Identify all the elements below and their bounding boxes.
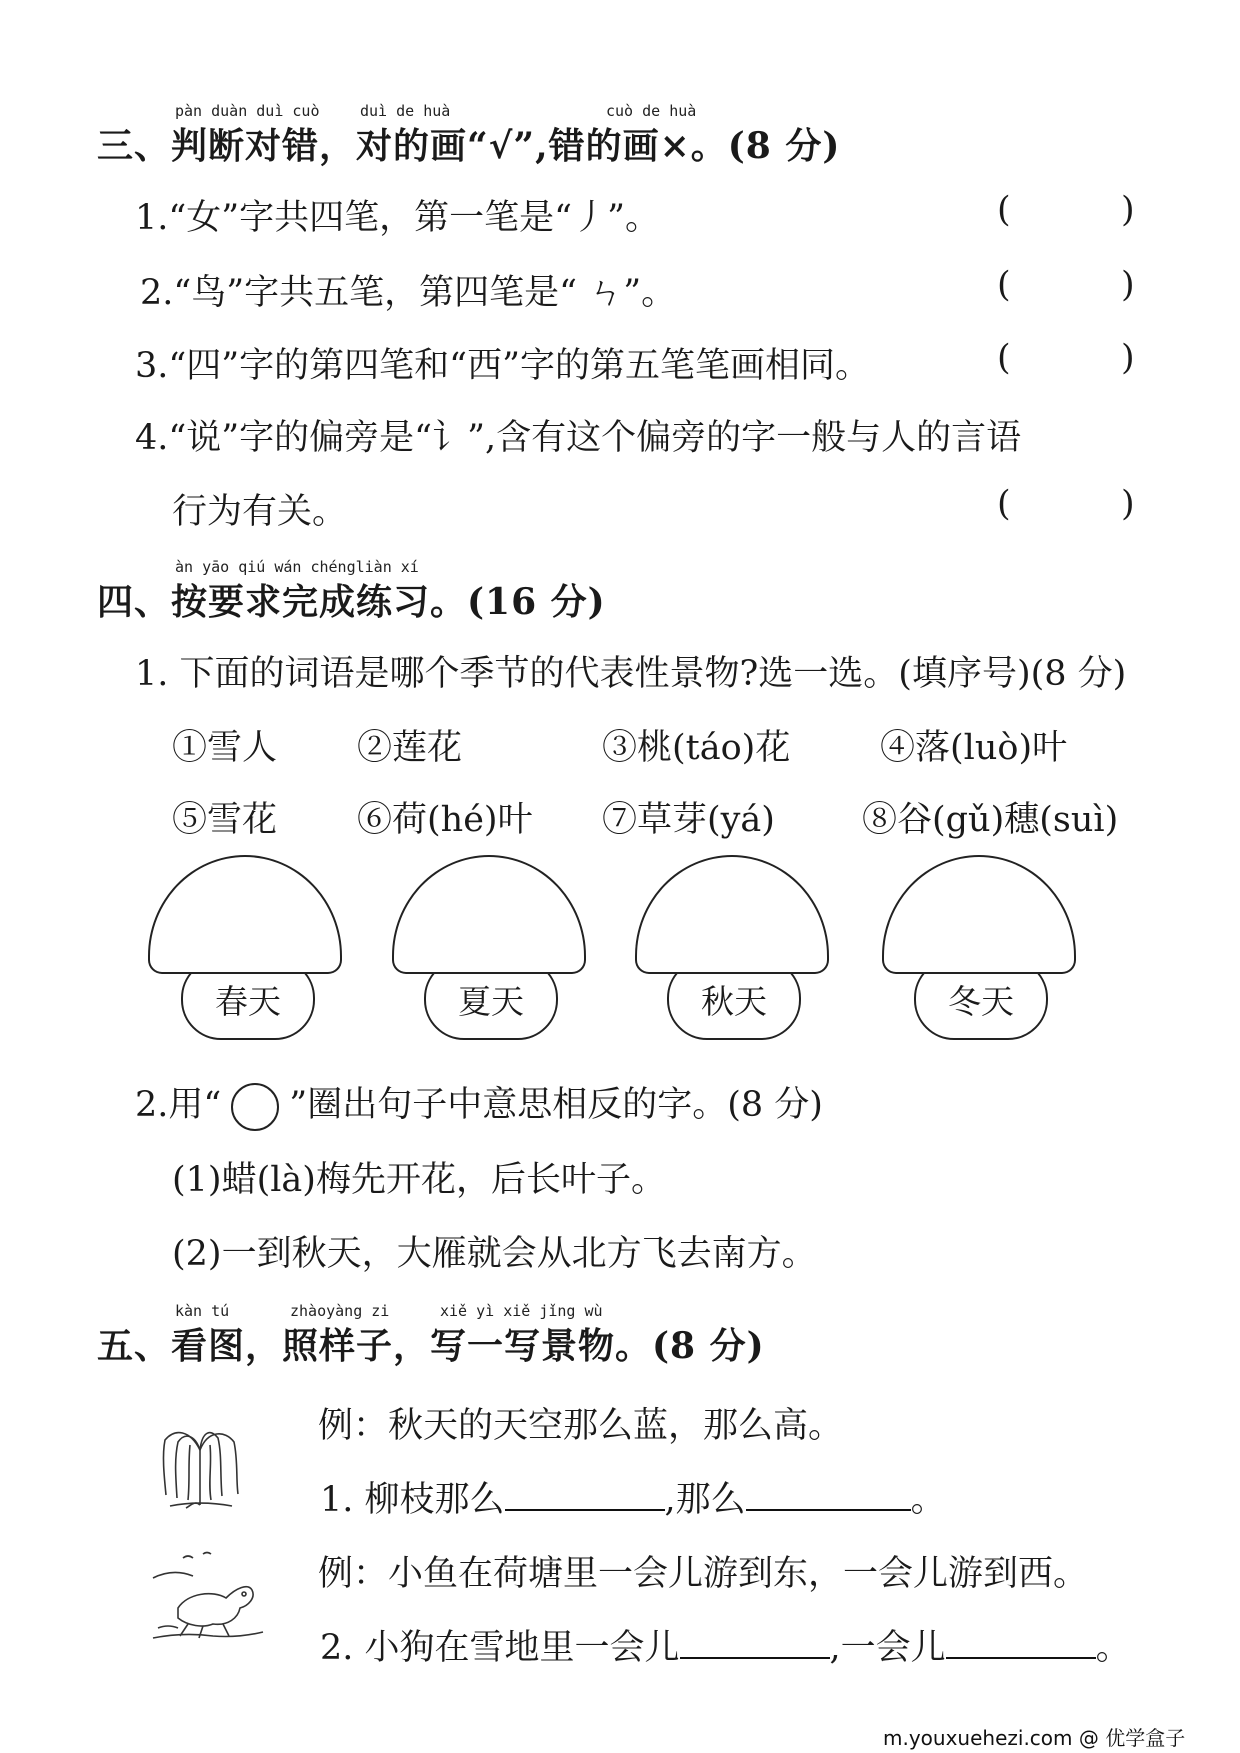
- mushroom-cap-spring: [148, 855, 342, 974]
- answer-paren-close-4: ): [1121, 484, 1135, 524]
- sec3-item-3: 3.“四”字的第四笔和“西”字的第五笔笔画相同。: [135, 346, 870, 386]
- sec5-q2-a: 2. 小狗在雪地里一会儿: [320, 1628, 680, 1668]
- answer-paren-open-4: (: [997, 484, 1011, 524]
- option-3: ③桃(táo)花: [602, 728, 791, 768]
- sec5-q2-c: 。: [1095, 1628, 1131, 1668]
- dog-in-snow-icon: [148, 1548, 268, 1648]
- mushroom-cap-summer: [392, 855, 586, 974]
- season-label-winter: 冬天: [914, 958, 1048, 1040]
- pinyin-kantu: kàn tú: [175, 1302, 230, 1320]
- answer-paren-close-2: ): [1121, 265, 1135, 305]
- sec5-example-2: 例：小鱼在荷塘里一会儿游到东，一会儿游到西。: [318, 1554, 1089, 1594]
- sec4-q1: 1. 下面的词语是哪个季节的代表性景物?选一选。(填序号)(8 分): [135, 654, 1127, 694]
- answer-blank-1a[interactable]: [505, 1508, 665, 1511]
- mushroom-cap-winter: [882, 855, 1076, 974]
- sec4-q2: [135, 1077, 823, 1131]
- willow-tree-icon: [150, 1420, 250, 1515]
- sec3-item-4-cont: 行为有关。: [172, 492, 348, 532]
- season-label-spring: 春天: [181, 958, 315, 1040]
- sec5-q1-c: 。: [910, 1480, 946, 1520]
- section-4-title: 四、按要求完成练习。(16 分): [97, 581, 606, 623]
- footer-watermark: m.youxuehezi.com @ 优学盒子: [883, 1726, 1186, 1750]
- answer-blank-1b[interactable]: [746, 1508, 911, 1511]
- answer-paren-open-1: (: [997, 190, 1011, 230]
- sec3-item-2: 2.“鸟”字共五笔，第四笔是“ ㄣ”。: [140, 273, 677, 313]
- sec5-q2-b: ,一会儿: [829, 1628, 946, 1668]
- pinyin-cuodehua: cuò de huà: [606, 102, 697, 120]
- sec5-example-1: 例：秋天的天空那么蓝，那么高。: [318, 1406, 844, 1446]
- option-4: ④落(luò)叶: [880, 728, 1068, 768]
- sec4-q2-post: ”圈出句子中意思相反的字。(8 分): [289, 1085, 823, 1125]
- option-2: ②莲花: [357, 728, 463, 768]
- answer-blank-2b[interactable]: [946, 1656, 1096, 1659]
- section-3-title: 三、判断对错，对的画“√”,错的画×。(8 分): [97, 125, 841, 167]
- pinyin-anyaoqiu: àn yāo qiú wán chéngliàn xí: [175, 558, 419, 576]
- season-label-summer: 夏天: [424, 958, 558, 1040]
- answer-paren-open-2: (: [997, 265, 1011, 305]
- section-5-title: 五、看图，照样子，写一写景物。(8 分): [97, 1325, 765, 1367]
- sec5-q2: [320, 1620, 1131, 1670]
- mushroom-cap-autumn: [635, 855, 829, 974]
- pinyin-xieyixie: xiě yì xiě jǐng wù: [440, 1302, 603, 1320]
- option-7: ⑦草芽(yá): [602, 800, 775, 840]
- sec4-q2-pre: 2.用“: [135, 1085, 222, 1125]
- answer-blank-2a[interactable]: [680, 1656, 830, 1659]
- answer-paren-close-1: ): [1121, 190, 1135, 230]
- sec4-sentence-1: (1)蜡(là)梅先开花，后长叶子。: [172, 1160, 666, 1200]
- answer-paren-close-3: ): [1121, 338, 1135, 378]
- circle-icon: [231, 1083, 279, 1131]
- sec5-q1-b: ,那么: [664, 1480, 746, 1520]
- pinyin-panduan: pàn duàn duì cuò: [175, 102, 320, 120]
- sec5-q1-a: 1. 柳枝那么: [320, 1480, 505, 1520]
- season-label-autumn: 秋天: [667, 958, 801, 1040]
- sec3-item-4: 4.“说”字的偏旁是“讠”,含有这个偏旁的字一般与人的言语: [135, 418, 1022, 458]
- sec5-q1: [320, 1472, 946, 1522]
- option-6: ⑥荷(hé)叶: [357, 800, 533, 840]
- sec3-item-1: 1.“女”字共四笔，第一笔是“丿”。: [135, 198, 660, 238]
- option-1: ①雪人: [172, 728, 278, 768]
- answer-paren-open-3: (: [997, 338, 1011, 378]
- option-8: ⑧谷(gǔ)穗(suì): [862, 800, 1119, 840]
- pinyin-zhaoyangzi: zhàoyàng zi: [290, 1302, 390, 1320]
- pinyin-duidehua: duì de huà: [360, 102, 451, 120]
- sec4-sentence-2: (2)一到秋天，大雁就会从北方飞去南方。: [172, 1234, 817, 1274]
- option-5: ⑤雪花: [172, 800, 278, 840]
